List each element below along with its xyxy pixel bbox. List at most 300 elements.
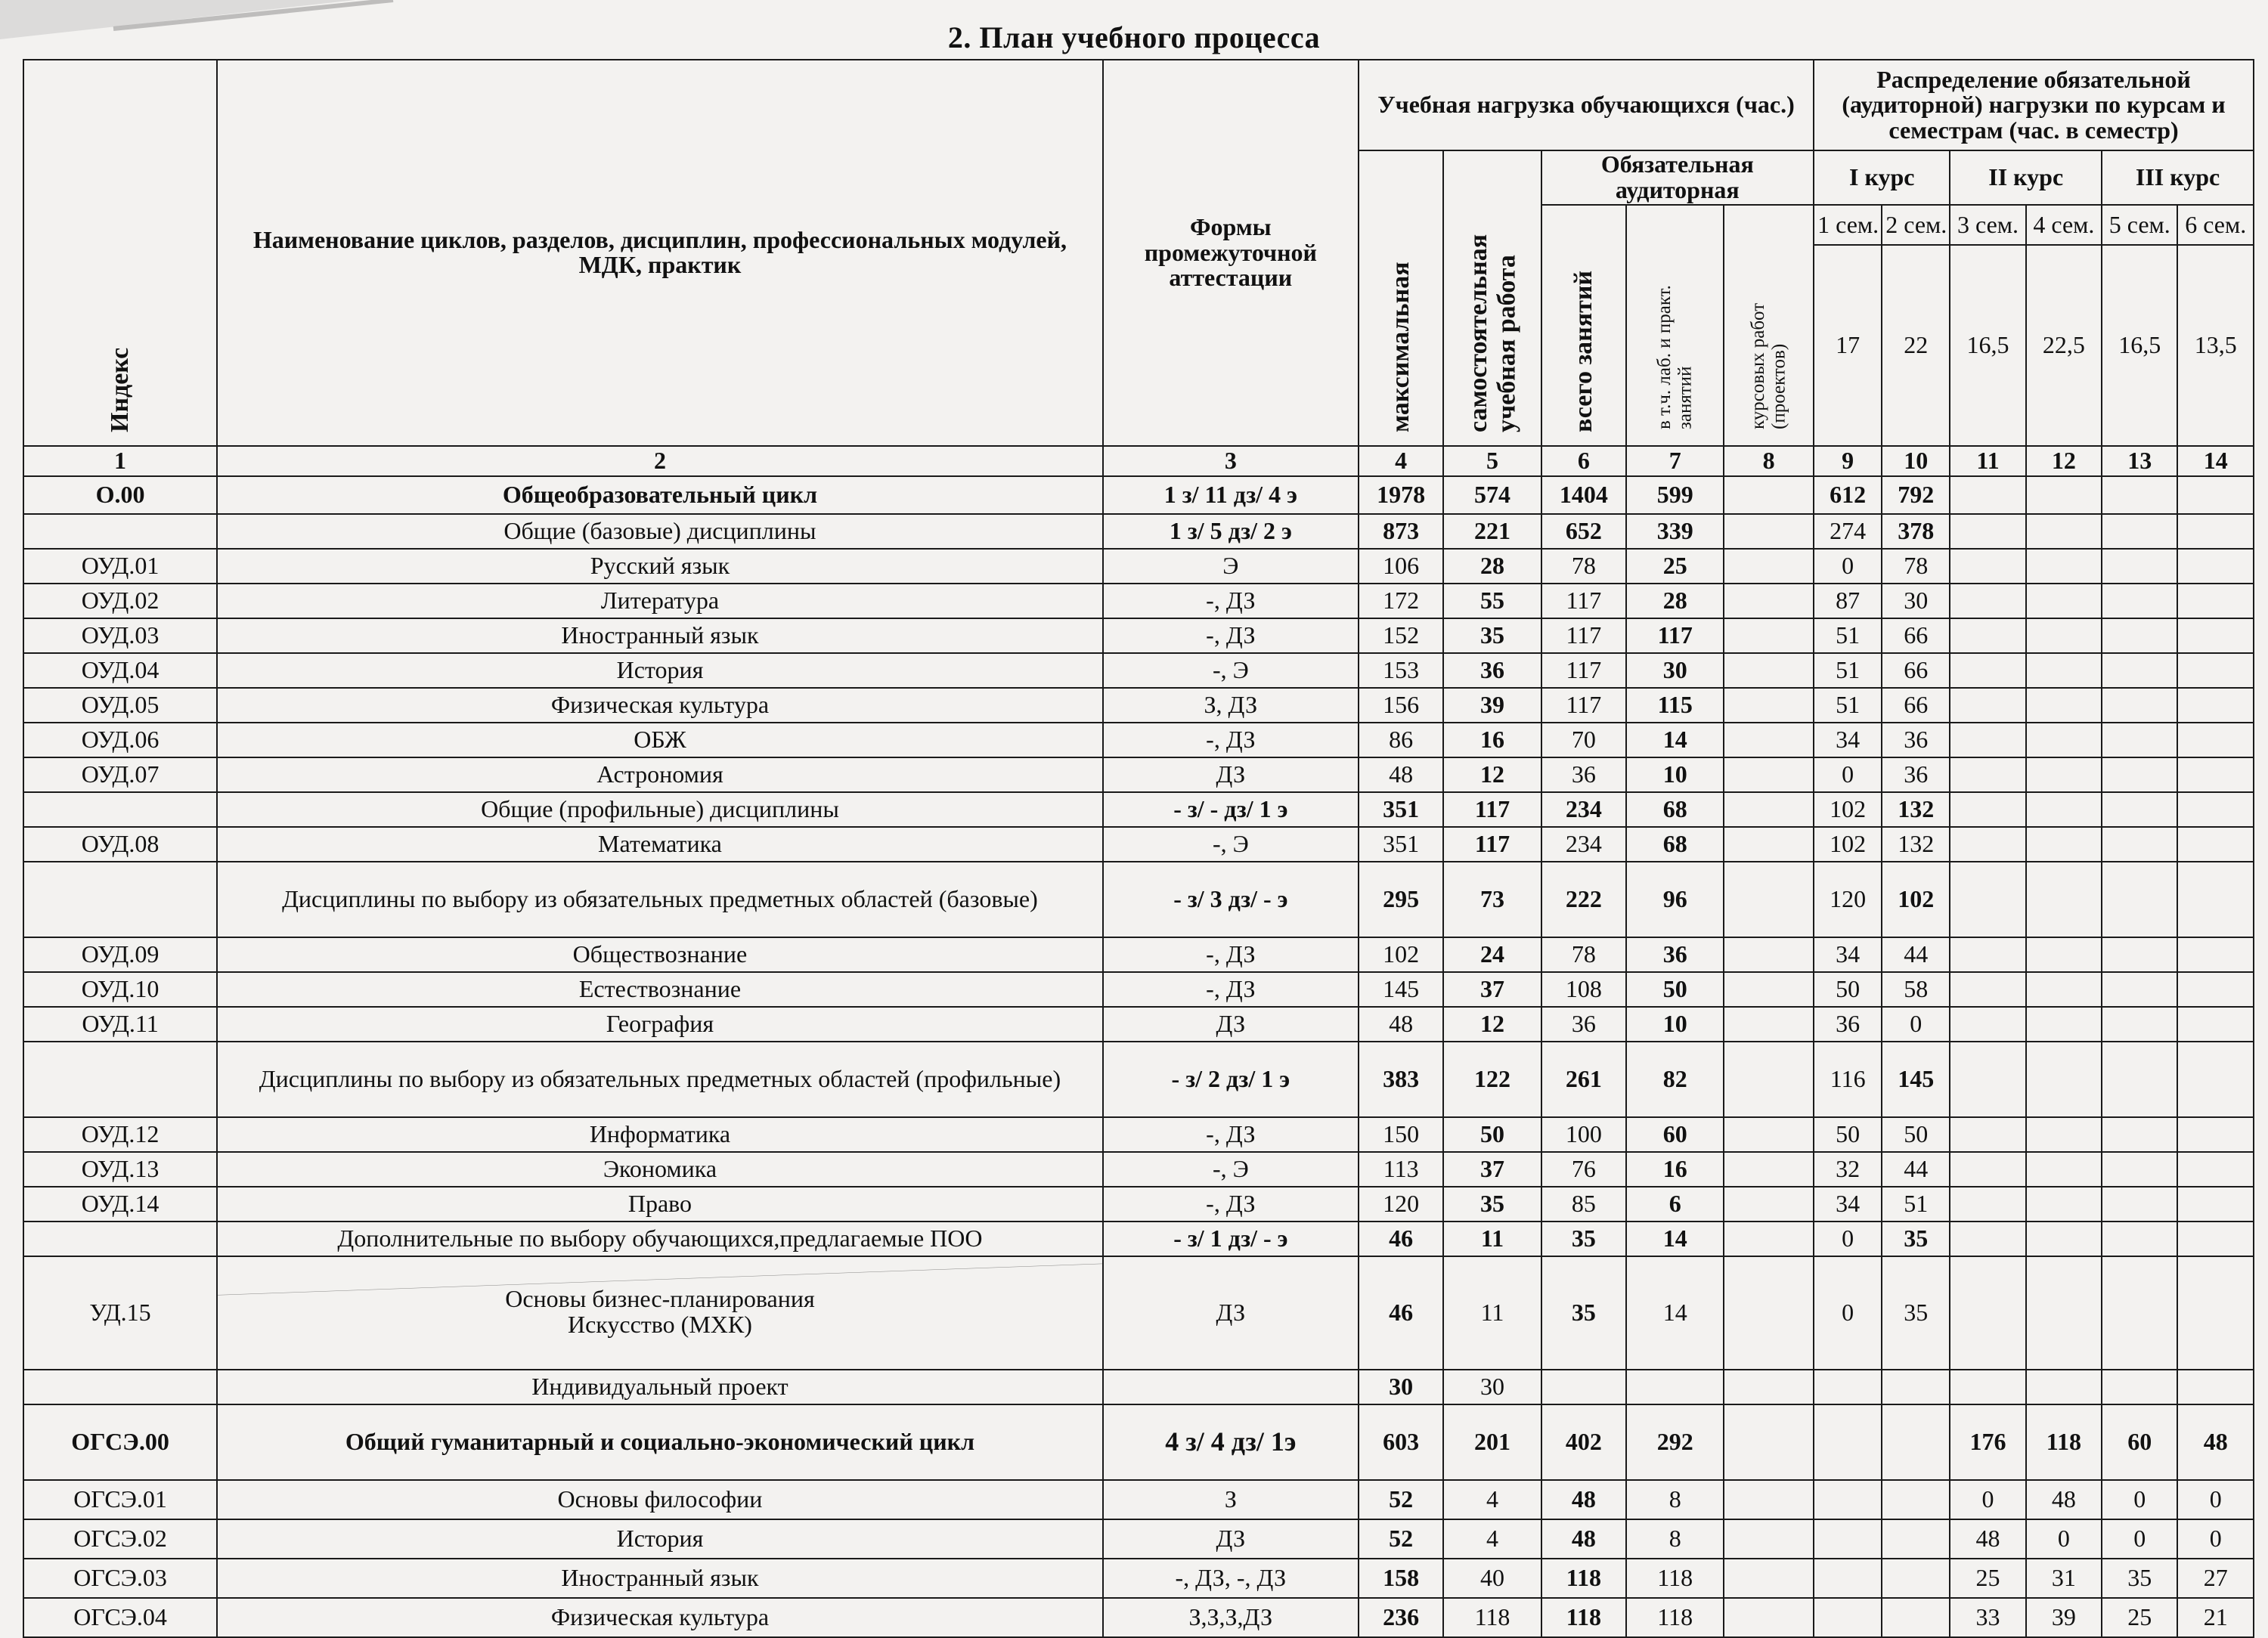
cell-value (2177, 972, 2254, 1007)
cell-value: 6 (1626, 1187, 1724, 1222)
cell-value: 36 (1814, 1007, 1882, 1042)
header-sem-1: 1 сем. (1814, 205, 1882, 245)
cell-index (23, 1042, 217, 1117)
cell-value (1814, 1598, 1882, 1637)
cell-value: 100 (1541, 1117, 1627, 1152)
cell-forms: -, Э (1103, 1152, 1359, 1187)
cell-value: 28 (1443, 549, 1541, 584)
table-row (23, 1404, 2254, 1480)
cell-value: 118 (1443, 1598, 1541, 1637)
cell-value: 35 (1541, 1222, 1627, 1256)
cell-value: 153 (1359, 653, 1444, 688)
table-row (23, 549, 2254, 584)
cell-name: Иностранный язык (217, 1559, 1103, 1598)
cell-value (1882, 1519, 1950, 1559)
cell-value: 48 (1541, 1519, 1627, 1559)
cell-value: 30 (1359, 1370, 1444, 1404)
header-sem-3: 3 сем. (1950, 205, 2025, 245)
cell-value: 68 (1626, 792, 1724, 827)
cell-value (1724, 1559, 1814, 1598)
cell-value (1724, 792, 1814, 827)
table-row (23, 1007, 2254, 1042)
cell-value: 383 (1359, 1042, 1444, 1117)
header-sem-4: 4 сем. (2026, 205, 2102, 245)
cell-value: 35 (1882, 1222, 1950, 1256)
cell-value: 39 (2026, 1598, 2102, 1637)
col-number: 13 (2102, 446, 2177, 476)
cell-value: 50 (1443, 1117, 1541, 1152)
cell-value (2026, 792, 2102, 827)
cell-value: 339 (1626, 514, 1724, 549)
cell-value (1882, 1598, 1950, 1637)
cell-value (1950, 1042, 2025, 1117)
cell-value (1950, 1007, 2025, 1042)
cell-value: 44 (1882, 937, 1950, 972)
cell-value (1724, 723, 1814, 757)
cell-value (2026, 1117, 2102, 1152)
cell-index (23, 1370, 217, 1404)
cell-value: 46 (1359, 1222, 1444, 1256)
cell-value: 120 (1814, 862, 1882, 937)
table-row (23, 1598, 2254, 1637)
cell-value: 201 (1443, 1404, 1541, 1480)
cell-value (2026, 1187, 2102, 1222)
cell-value: 14 (1626, 723, 1724, 757)
cell-value: 82 (1626, 1042, 1724, 1117)
cell-value (2177, 937, 2254, 972)
cell-value (1950, 757, 2025, 792)
cell-value: 11 (1443, 1256, 1541, 1370)
cell-name: Общие (базовые) дисциплины (217, 514, 1103, 549)
cell-value: 115 (1626, 688, 1724, 723)
cell-value: 234 (1541, 827, 1627, 862)
cell-name: Дисциплины по выбору из обязательных предметных областей (профильные) (217, 1042, 1103, 1117)
cell-value: 34 (1814, 723, 1882, 757)
cell-forms: 1 з/ 11 дз/ 4 э (1103, 476, 1359, 514)
cell-value (1814, 1404, 1882, 1480)
cell-value: 35 (1443, 618, 1541, 653)
cell-value: 0 (1814, 757, 1882, 792)
cell-value: 603 (1359, 1404, 1444, 1480)
cell-value (1724, 1187, 1814, 1222)
page-title: 2. План учебного процесса (947, 20, 1321, 54)
cell-value: 117 (1541, 688, 1627, 723)
cell-forms: -, ДЗ (1103, 1187, 1359, 1222)
cell-forms: -, Э (1103, 827, 1359, 862)
cell-name: Физическая культура (217, 688, 1103, 723)
cell-value: 86 (1359, 723, 1444, 757)
table-row (23, 972, 2254, 1007)
cell-value (1724, 1598, 1814, 1637)
cell-value (2102, 1222, 2177, 1256)
cell-value (1724, 514, 1814, 549)
curriculum-plan-table (23, 59, 2254, 1638)
cell-value: 27 (2177, 1559, 2254, 1598)
cell-forms: -, ДЗ (1103, 972, 1359, 1007)
cell-value (2102, 862, 2177, 937)
table-row (23, 1117, 2254, 1152)
cell-value: 652 (1541, 514, 1627, 549)
cell-value: 51 (1814, 653, 1882, 688)
cell-value (2026, 1152, 2102, 1187)
cell-value (2177, 549, 2254, 584)
cell-value: 14 (1626, 1222, 1724, 1256)
cell-value: 51 (1882, 1187, 1950, 1222)
cell-value: 0 (1814, 549, 1882, 584)
cell-value (1950, 584, 2025, 618)
cell-value: 96 (1626, 862, 1724, 937)
cell-name: Общие (профильные) дисциплины (217, 792, 1103, 827)
cell-forms: -, ДЗ (1103, 937, 1359, 972)
table-row (23, 1187, 2254, 1222)
cell-value (1882, 1480, 1950, 1519)
cell-index: ОУД.09 (23, 937, 217, 972)
cell-forms: -, ДЗ (1103, 584, 1359, 618)
cell-forms: - з/ - дз/ 1 э (1103, 792, 1359, 827)
cell-value: 44 (1882, 1152, 1950, 1187)
cell-value (2026, 514, 2102, 549)
cell-value: 118 (1626, 1559, 1724, 1598)
cell-value: 48 (1359, 1007, 1444, 1042)
header-lab: в т.ч. лаб. и практ. занятий (1626, 205, 1724, 446)
cell-value (2026, 1370, 2102, 1404)
cell-index (23, 792, 217, 827)
cell-value: 0 (2102, 1519, 2177, 1559)
cell-value (2026, 584, 2102, 618)
cell-value: 120 (1359, 1187, 1444, 1222)
cell-value: 48 (1359, 757, 1444, 792)
header-sem-2: 2 сем. (1882, 205, 1950, 245)
cell-value: 102 (1814, 792, 1882, 827)
cell-value: 145 (1882, 1042, 1950, 1117)
cell-value (1950, 476, 2025, 514)
cell-value: 50 (1626, 972, 1724, 1007)
cell-forms: ДЗ (1103, 1007, 1359, 1042)
cell-name-alt: Основы бизнес-планирования (505, 1285, 815, 1312)
table-row (23, 1559, 2254, 1598)
cell-value: 12 (1443, 1007, 1541, 1042)
cell-value (2026, 1007, 2102, 1042)
cell-value: 132 (1882, 827, 1950, 862)
cell-value (1950, 937, 2025, 972)
cell-value: 117 (1541, 618, 1627, 653)
cell-value: 118 (2026, 1404, 2102, 1480)
table-row (23, 476, 2254, 514)
cell-name: Русский язык (217, 549, 1103, 584)
cell-value: 60 (1626, 1117, 1724, 1152)
cell-value (1724, 1222, 1814, 1256)
col-number: 9 (1814, 446, 1882, 476)
cell-forms: З, ДЗ (1103, 688, 1359, 723)
cell-value: 34 (1814, 937, 1882, 972)
cell-value (1724, 1404, 1814, 1480)
cell-value (1950, 653, 2025, 688)
cell-value: 118 (1626, 1598, 1724, 1637)
cell-value (2177, 1152, 2254, 1187)
cell-value (2102, 1042, 2177, 1117)
cell-value: 78 (1541, 937, 1627, 972)
cell-forms: З (1103, 1480, 1359, 1519)
cell-value: 1978 (1359, 476, 1444, 514)
weeks-sem-1: 17 (1814, 245, 1882, 446)
cell-value (1724, 549, 1814, 584)
cell-forms: 1 з/ 5 дз/ 2 э (1103, 514, 1359, 549)
cell-value (2102, 618, 2177, 653)
cell-value (2026, 862, 2102, 937)
cell-value (2026, 549, 2102, 584)
cell-value (2102, 1256, 2177, 1370)
cell-index: ОУД.04 (23, 653, 217, 688)
cell-name: Математика (217, 827, 1103, 862)
cell-value (1724, 584, 1814, 618)
cell-value: 378 (1882, 514, 1950, 549)
cell-value: 35 (2102, 1559, 2177, 1598)
cell-forms: 4 з/ 4 дз/ 1э (1103, 1404, 1359, 1480)
cell-value (1724, 1519, 1814, 1559)
cell-index: О.00 (23, 476, 217, 514)
cell-value: 574 (1443, 476, 1541, 514)
cell-value: 222 (1541, 862, 1627, 937)
cell-value: 0 (2026, 1519, 2102, 1559)
cell-value: 295 (1359, 862, 1444, 937)
cell-name-split (217, 1256, 1103, 1370)
cell-value: 50 (1814, 1117, 1882, 1152)
cell-value (2102, 476, 2177, 514)
cell-value: 30 (1882, 584, 1950, 618)
cell-value (1950, 827, 2025, 862)
col-number: 3 (1103, 446, 1359, 476)
cell-value (2102, 937, 2177, 972)
cell-value: 36 (1541, 757, 1627, 792)
cell-forms: ДЗ (1103, 1256, 1359, 1370)
cell-value: 55 (1443, 584, 1541, 618)
cell-value: 152 (1359, 618, 1444, 653)
cell-value (2102, 792, 2177, 827)
cell-value (1950, 1152, 2025, 1187)
cell-value (1950, 1256, 2025, 1370)
cell-value (1950, 723, 2025, 757)
cell-value (2102, 723, 2177, 757)
cell-value (1724, 653, 1814, 688)
weeks-sem-3: 16,5 (1950, 245, 2025, 446)
cell-value (1950, 549, 2025, 584)
cell-value (2177, 1187, 2254, 1222)
cell-value: 36 (1882, 757, 1950, 792)
cell-index (23, 1222, 217, 1256)
cell-index: ОГСЭ.00 (23, 1404, 217, 1480)
diagonal-line (218, 1257, 1102, 1369)
table-row (23, 1480, 2254, 1519)
cell-value (1724, 862, 1814, 937)
cell-value (1724, 1256, 1814, 1370)
cell-value (2177, 1042, 2254, 1117)
cell-value (2102, 688, 2177, 723)
cell-value: 31 (2026, 1559, 2102, 1598)
cell-value: 11 (1443, 1222, 1541, 1256)
cell-value (1950, 1222, 2025, 1256)
cell-value: 70 (1541, 723, 1627, 757)
cell-value (2102, 757, 2177, 792)
cell-index: ОУД.08 (23, 827, 217, 862)
cell-value: 14 (1626, 1256, 1724, 1370)
cell-name: Дисциплины по выбору из обязательных предметных областей (базовые) (217, 862, 1103, 937)
header-course-2: II курс (1950, 150, 2102, 205)
cell-forms: -, Э (1103, 653, 1359, 688)
cell-value (2102, 549, 2177, 584)
cell-forms: - з/ 1 дз/ - э (1103, 1222, 1359, 1256)
cell-value (2026, 1256, 2102, 1370)
col-number: 10 (1882, 446, 1950, 476)
cell-value: 50 (1814, 972, 1882, 1007)
cell-value (1950, 618, 2025, 653)
cell-value: 87 (1814, 584, 1882, 618)
header-course-1: I курс (1814, 150, 1950, 205)
cell-value (1724, 972, 1814, 1007)
cell-value: 118 (1541, 1598, 1627, 1637)
cell-value (2026, 972, 2102, 1007)
weeks-sem-2: 22 (1882, 245, 1950, 446)
cell-value: 52 (1359, 1519, 1444, 1559)
cell-value: 36 (1882, 723, 1950, 757)
cell-index: ОУД.11 (23, 1007, 217, 1042)
cell-index: ОГСЭ.01 (23, 1480, 217, 1519)
cell-index (23, 514, 217, 549)
cell-index: ОУД.13 (23, 1152, 217, 1187)
table-row (23, 584, 2254, 618)
cell-name: Общеобразовательный цикл (217, 476, 1103, 514)
cell-name: Литература (217, 584, 1103, 618)
col-number: 6 (1541, 446, 1627, 476)
cell-value: 0 (1814, 1222, 1882, 1256)
cell-forms: - з/ 3 дз/ - э (1103, 862, 1359, 937)
cell-forms: -, ДЗ (1103, 618, 1359, 653)
cell-value: 4 (1443, 1519, 1541, 1559)
header-name: Наименование циклов, разделов, дисциплин, профессиональных модулей, МДК, практик (217, 60, 1103, 446)
weeks-sem-6: 13,5 (2177, 245, 2254, 446)
cell-name: Обществознание (217, 937, 1103, 972)
cell-value: 48 (2026, 1480, 2102, 1519)
cell-value: 16 (1626, 1152, 1724, 1187)
cell-value: 16 (1443, 723, 1541, 757)
cell-name: География (217, 1007, 1103, 1042)
cell-value: 52 (1359, 1480, 1444, 1519)
cell-value: 35 (1443, 1187, 1541, 1222)
cell-value: 30 (1626, 653, 1724, 688)
cell-value: 78 (1541, 549, 1627, 584)
cell-value: 132 (1882, 792, 1950, 827)
cell-value: 150 (1359, 1117, 1444, 1152)
cell-value: 35 (1882, 1256, 1950, 1370)
cell-value: 351 (1359, 827, 1444, 862)
cell-value: 48 (1541, 1480, 1627, 1519)
cell-value: 102 (1814, 827, 1882, 862)
cell-value: 66 (1882, 688, 1950, 723)
table-row (23, 514, 2254, 549)
cell-value: 4 (1443, 1480, 1541, 1519)
cell-value: 116 (1814, 1042, 1882, 1117)
cell-value: 66 (1882, 653, 1950, 688)
cell-forms: -, ДЗ (1103, 1117, 1359, 1152)
cell-value (2026, 827, 2102, 862)
cell-value (1814, 1370, 1882, 1404)
cell-index: ОУД.06 (23, 723, 217, 757)
cell-value: 156 (1359, 688, 1444, 723)
header-total: всего занятий (1541, 205, 1627, 446)
cell-value: 351 (1359, 792, 1444, 827)
cell-value (1724, 476, 1814, 514)
cell-value (2177, 862, 2254, 937)
cell-name: ОБЖ (217, 723, 1103, 757)
cell-index: ОУД.02 (23, 584, 217, 618)
cell-value (1724, 1042, 1814, 1117)
header-sem-5: 5 сем. (2102, 205, 2177, 245)
col-number: 2 (217, 446, 1103, 476)
cell-value (2177, 584, 2254, 618)
cell-value (1950, 862, 2025, 937)
cell-value: 32 (1814, 1152, 1882, 1187)
cell-value (2026, 723, 2102, 757)
cell-value (1724, 1480, 1814, 1519)
cell-value (2026, 937, 2102, 972)
cell-value: 37 (1443, 972, 1541, 1007)
header-forms: Формы промежуточной аттестации (1103, 60, 1359, 446)
cell-value: 261 (1541, 1042, 1627, 1117)
header-mandatory: Обязательная аудиторная (1541, 150, 1814, 205)
cell-value: 8 (1626, 1519, 1724, 1559)
cell-value (2102, 972, 2177, 1007)
cell-value: 10 (1626, 1007, 1724, 1042)
cell-value: 48 (2177, 1404, 2254, 1480)
cell-value (2102, 1007, 2177, 1042)
cell-value: 612 (1814, 476, 1882, 514)
cell-value: 33 (1950, 1598, 2025, 1637)
cell-value: 60 (2102, 1404, 2177, 1480)
cell-value: 292 (1626, 1404, 1724, 1480)
cell-value: 158 (1359, 1559, 1444, 1598)
cell-value (2177, 514, 2254, 549)
cell-value: 402 (1541, 1404, 1627, 1480)
cell-name: История (217, 1519, 1103, 1559)
cell-forms: Э (1103, 549, 1359, 584)
cell-value (2177, 1222, 2254, 1256)
cell-index: ОУД.05 (23, 688, 217, 723)
cell-value: 36 (1443, 653, 1541, 688)
cell-value (2177, 1256, 2254, 1370)
table-row (23, 1519, 2254, 1559)
header-course-3: III курс (2102, 150, 2254, 205)
table-row (23, 653, 2254, 688)
cell-value (1882, 1404, 1950, 1480)
cell-name: Информатика (217, 1117, 1103, 1152)
col-number: 12 (2026, 446, 2102, 476)
cell-name: Основы философии (217, 1480, 1103, 1519)
cell-index: ОУД.01 (23, 549, 217, 584)
table-row (23, 1256, 2254, 1370)
cell-value (2026, 1042, 2102, 1117)
col-number: 14 (2177, 446, 2254, 476)
cell-value (2177, 476, 2254, 514)
cell-value: 40 (1443, 1559, 1541, 1598)
header-sem-6: 6 сем. (2177, 205, 2254, 245)
cell-value (1626, 1370, 1724, 1404)
cell-value: 117 (1541, 653, 1627, 688)
cell-value (2026, 1222, 2102, 1256)
cell-index (23, 862, 217, 937)
cell-forms (1103, 1370, 1359, 1404)
cell-value: 0 (1950, 1480, 2025, 1519)
cell-value (1950, 1370, 2025, 1404)
col-number: 1 (23, 446, 217, 476)
